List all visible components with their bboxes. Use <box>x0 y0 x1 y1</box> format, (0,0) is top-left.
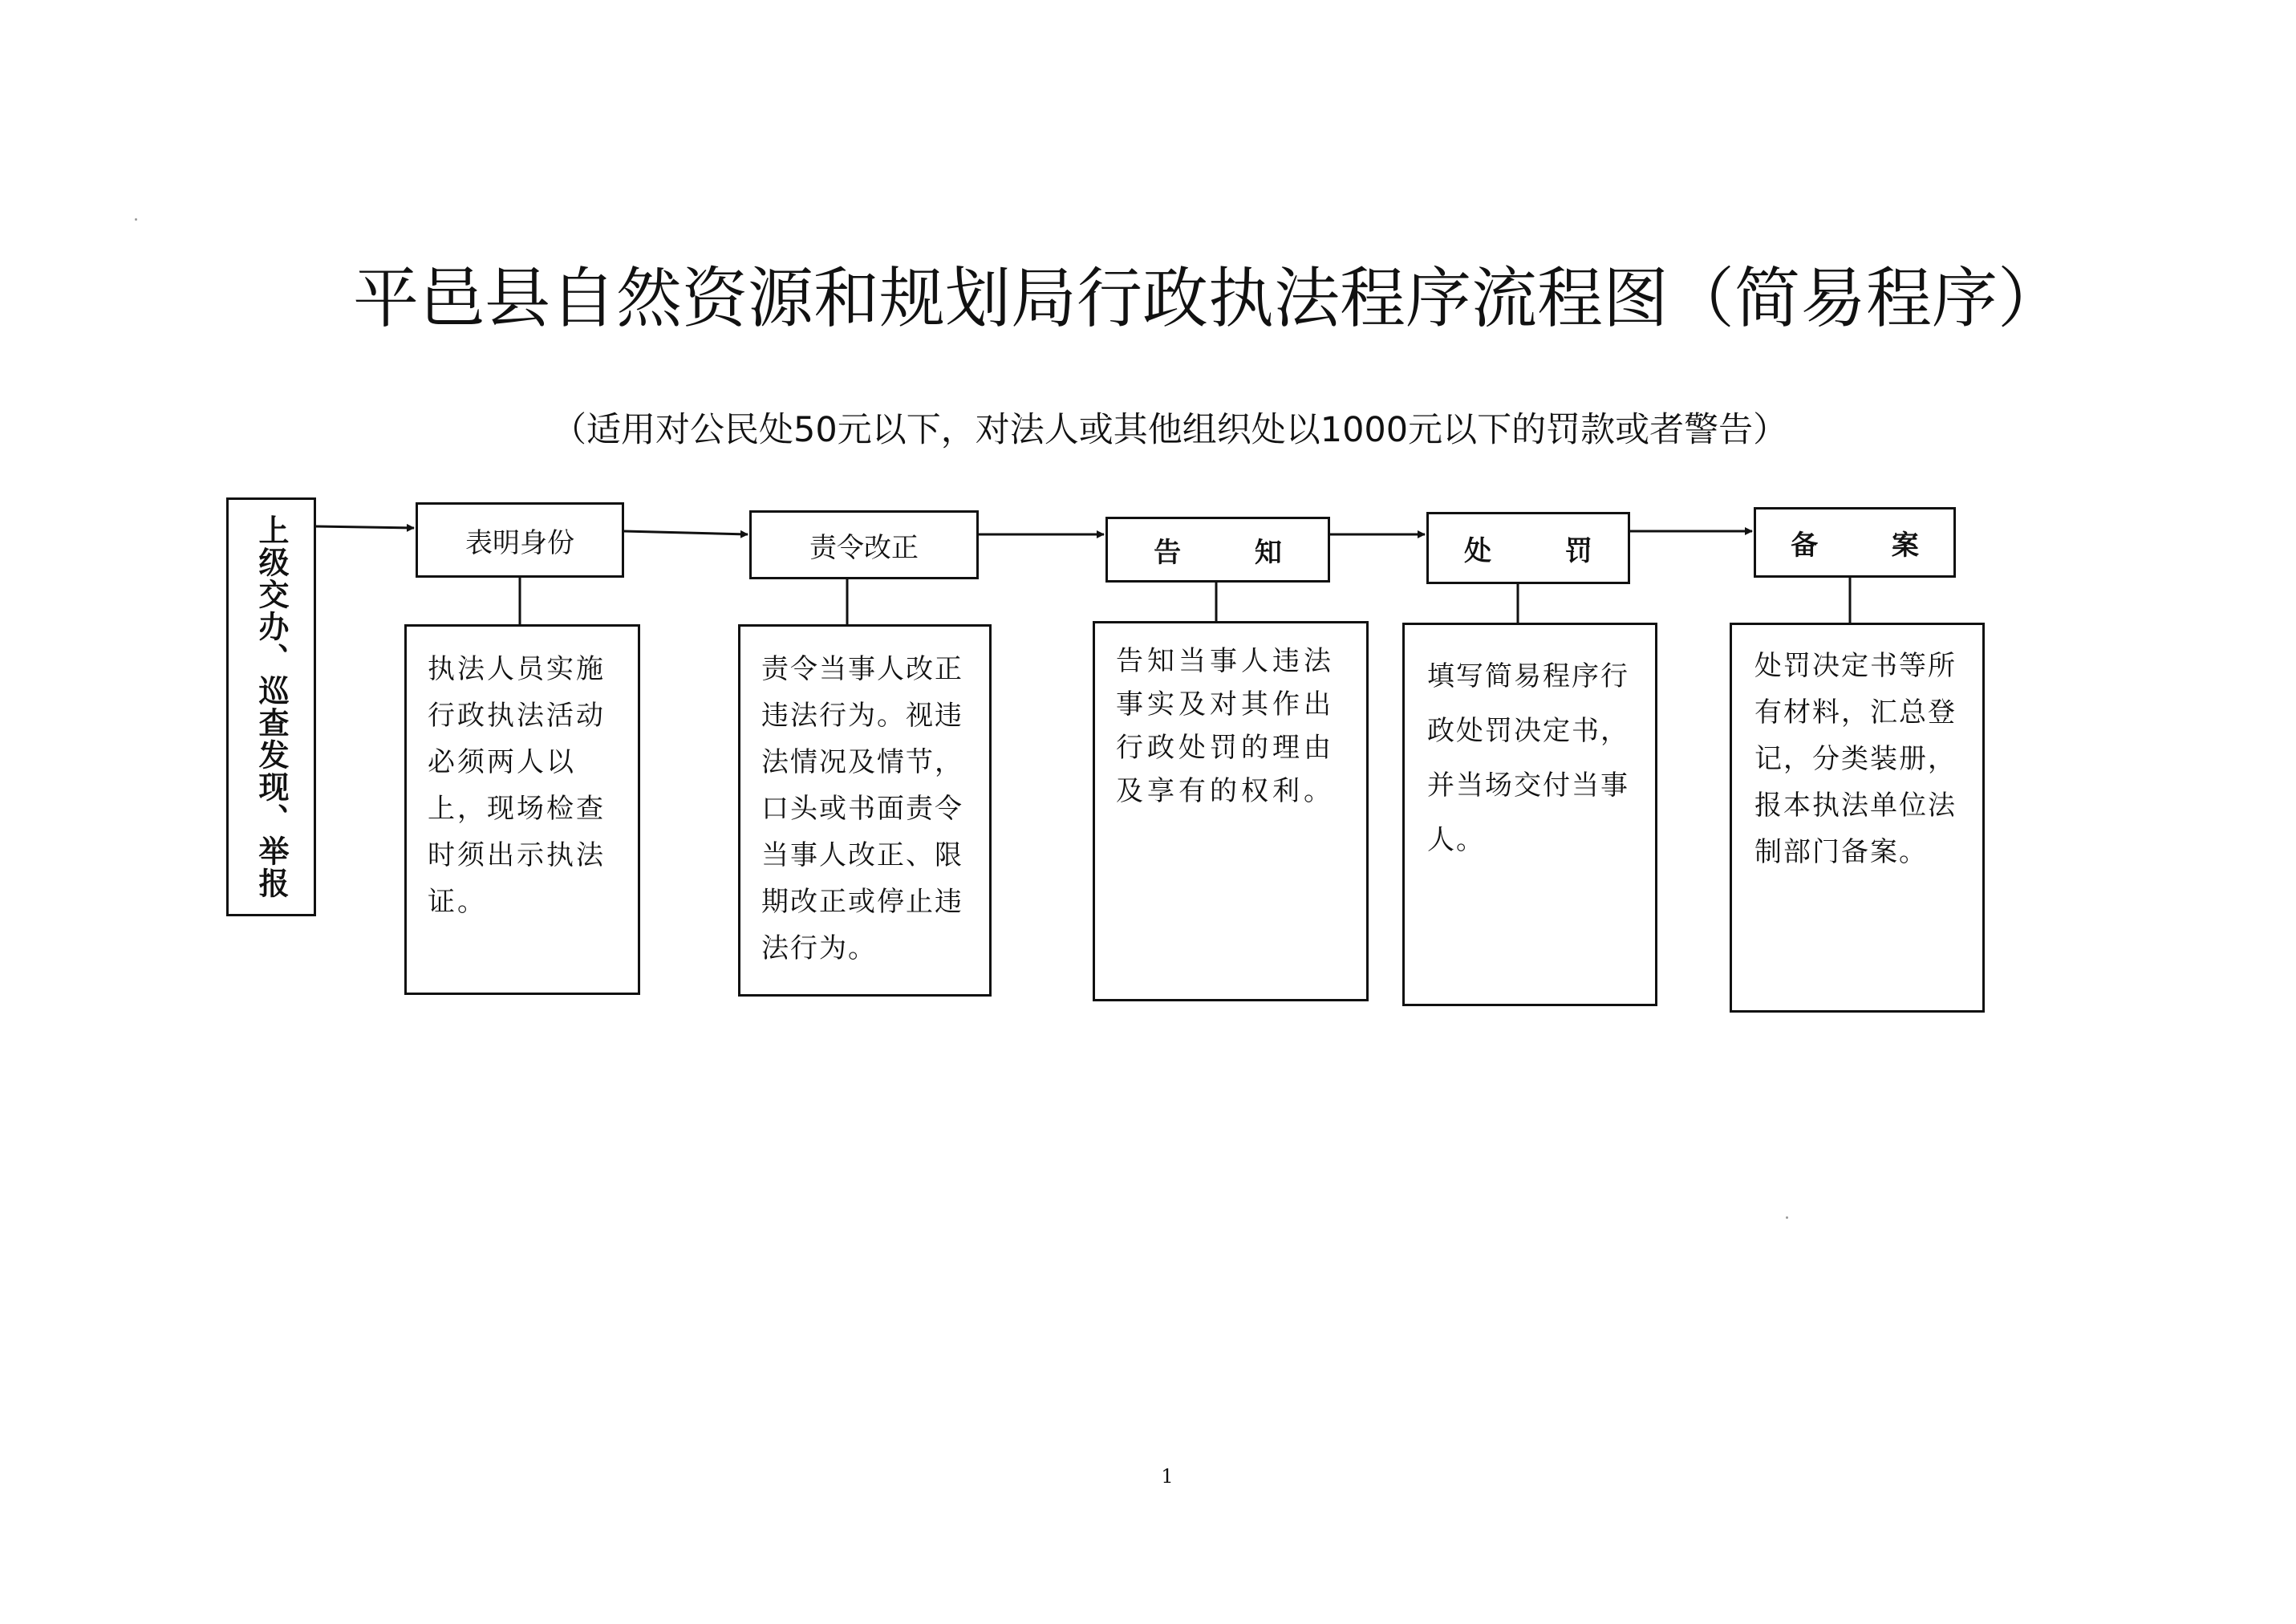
step-order-correction-title: 责令改正 <box>809 531 919 564</box>
step-penalty-detail: 填写简易程序行政处罚决定书，并当场交付当事人。 <box>1427 660 1629 856</box>
step-identify-box <box>416 502 624 578</box>
step-order-correction-box <box>749 510 979 579</box>
step-filing-title: 备 案 <box>1791 529 1951 562</box>
arrow-source-to-step-1 <box>316 526 414 528</box>
step-filing-detail: 处罚决定书等所有材料，汇总登记，分类装册，报本执法单位法制部门备案。 <box>1754 650 1957 868</box>
page-title: 平邑县自然资源和规划局行政执法程序流程图（简易程序） <box>353 261 2064 337</box>
arrow-step-1-to-step-2 <box>624 531 748 534</box>
step-notify-detail-box <box>1093 621 1369 1001</box>
scan-speck <box>135 218 137 221</box>
applicability-note: （适用对公民处50元以下，对法人或其他组织处以1000元以下的罚款或者警告） <box>552 410 1788 450</box>
step-penalty-title: 处 罚 <box>1464 534 1625 567</box>
step-notify-detail: 告知当事人违法事实及对其作出行政处罚的理由及享有的权利。 <box>1116 645 1335 807</box>
step-identify-title: 表明身份 <box>465 526 574 559</box>
step-identify-detail: 执法人员实施行政执法活动必须两人以上，现场检查时须出示执法证。 <box>428 653 606 918</box>
step-notify-title: 告 知 <box>1154 536 1314 569</box>
step-notify-box <box>1105 517 1330 583</box>
step-penalty-detail-box <box>1402 623 1657 1006</box>
step-order-correction-detail-box <box>738 624 992 997</box>
step-penalty-box <box>1426 512 1630 584</box>
case-source-label: 上级交办、巡查发现、举报 <box>254 514 289 899</box>
scan-speck <box>1786 1216 1788 1219</box>
step-order-correction-detail: 责令当事人改正违法行为。视违法情况及情节，口头或书面责令当事人改正、限期改正或停止违法行为。 <box>761 653 963 964</box>
page-number: 1 <box>1161 1465 1174 1488</box>
step-filing-detail-box <box>1730 623 1985 1013</box>
case-source-box <box>226 497 316 916</box>
step-identify-detail-box <box>404 624 640 995</box>
step-filing-box <box>1754 507 1956 578</box>
